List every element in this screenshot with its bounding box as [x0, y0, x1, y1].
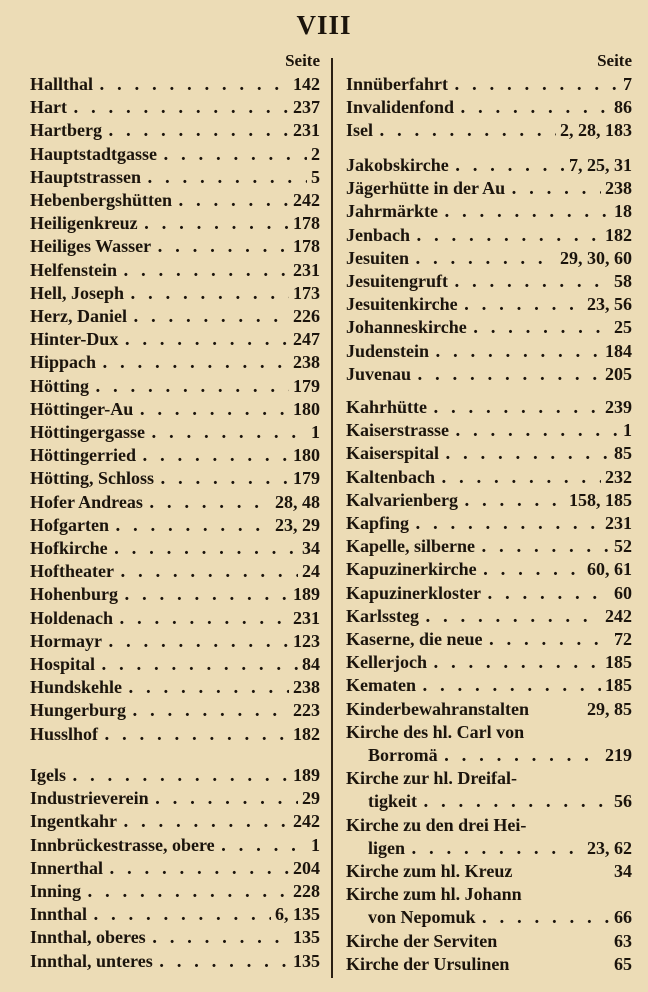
index-entry: [346, 512, 632, 535]
leader-dots: [154, 467, 289, 490]
index-entry: [346, 247, 632, 270]
index-entry: [30, 764, 320, 787]
entry-name: Kaiserspital: [346, 443, 439, 464]
entry-name: Innthal, unteres: [30, 950, 153, 971]
leader-dots: [215, 834, 307, 857]
entry-name: Höttinger-Au: [30, 398, 134, 419]
index-entry: [30, 630, 320, 653]
leader-dots: [454, 96, 610, 119]
entry-name: Höttingergasse: [30, 422, 145, 442]
entry-name: Hauptstrassen: [30, 166, 142, 187]
entry-name: Judenstein: [346, 340, 430, 361]
index-entry: [346, 883, 632, 906]
index-entry: [30, 119, 320, 142]
index-entry: [30, 259, 320, 282]
entry-name: Kirche der Serviten: [346, 930, 498, 951]
leader-dots: [87, 903, 271, 926]
entry-pages: 223: [293, 700, 320, 721]
index-entry: [346, 200, 632, 223]
leader-dots: [122, 676, 289, 699]
entry-name: Hötting, Schloss: [30, 468, 155, 489]
seite-heading-right: Seite: [597, 51, 632, 70]
leader-dots: [409, 512, 601, 535]
entry-name: Kirche zum hl. Kreuz: [346, 861, 513, 881]
leader-dots: [373, 119, 556, 142]
leader-dots: [475, 535, 610, 558]
entry-pages: 63: [614, 930, 632, 951]
entry-name: Borromä: [368, 745, 438, 765]
index-entry: [346, 466, 632, 489]
index-entry: [30, 514, 320, 537]
entry-name: Kirche der Ursulinen: [346, 953, 510, 974]
entry-name: Kalvarienberg: [346, 489, 458, 510]
index-entry: [346, 953, 632, 976]
leader-dots: [146, 926, 289, 949]
entry-name: Industrieverein: [30, 788, 149, 809]
entry-name: Husslhof: [30, 723, 99, 744]
leader-dots: [449, 154, 565, 177]
index-entry: [346, 837, 632, 860]
index-entry: [30, 143, 320, 166]
index-entry: [30, 926, 320, 949]
entry-pages: 84: [302, 654, 320, 674]
entry-name: Jägerhütte in der Au: [346, 178, 506, 199]
leader-dots: [118, 583, 289, 606]
index-entry: [30, 857, 320, 880]
entry-name: Hofer Andreas: [30, 491, 143, 512]
entry-name: Kapuzinerkirche: [346, 559, 477, 580]
index-entry: [30, 583, 320, 606]
entry-pages: 6, 135: [275, 904, 320, 925]
entry-pages: 28, 48: [275, 491, 320, 512]
entry-name: Hundskehle: [30, 677, 123, 698]
entry-name: Innüberfahrt: [346, 74, 449, 94]
index-entry: [346, 814, 632, 837]
entry-name: Hospital: [30, 654, 96, 674]
index-entry: [346, 698, 632, 721]
leader-dots: [416, 674, 601, 697]
entry-name: Kaserne, die neue: [346, 629, 483, 649]
leader-dots: [124, 282, 289, 305]
entry-name: Jesuiten: [346, 247, 409, 268]
entry-name: Kirche des hl. Carl von: [346, 721, 525, 742]
leader-dots: [149, 787, 298, 810]
index-entry: [30, 444, 320, 467]
entry-name: Hohenburg: [30, 584, 119, 605]
entry-pages: 242: [293, 190, 320, 210]
leader-dots: [448, 270, 610, 293]
leader-dots: [458, 489, 565, 512]
leader-dots: [410, 224, 601, 247]
index-entry: [346, 558, 632, 581]
entry-pages: 2, 28, 183: [560, 120, 632, 141]
entry-pages: 219: [605, 745, 632, 765]
entry-name: Kahrhütte: [346, 397, 427, 417]
leader-dots: [98, 723, 289, 746]
entry-name: Innthal: [30, 904, 88, 925]
leader-dots: [141, 166, 307, 189]
index-entry: [346, 767, 632, 790]
entry-pages: 29: [302, 788, 320, 809]
index-entry: [30, 537, 320, 560]
entry-name: Kaltenbach: [346, 466, 436, 487]
entry-pages: 180: [293, 398, 320, 419]
entry-pages: 34: [302, 538, 320, 558]
entry-name: Karlssteg: [346, 605, 419, 626]
index-entry: [346, 177, 632, 200]
entry-name: Kapelle, silberne: [346, 536, 475, 557]
index-entry: [30, 467, 320, 490]
entry-pages: 189: [293, 584, 320, 605]
leader-dots: [81, 880, 289, 903]
entry-pages: 204: [293, 857, 320, 878]
index-entry: [346, 154, 632, 177]
leader-dots: [133, 398, 289, 421]
index-entry: [346, 442, 632, 465]
entry-pages: 239: [605, 397, 632, 417]
entry-name: Invalidenfond: [346, 97, 455, 118]
entry-pages: 247: [293, 329, 320, 350]
index-entry: [346, 316, 632, 339]
leader-dots: [108, 537, 298, 560]
entry-pages: 182: [293, 723, 320, 744]
entry-pages: 23, 29: [275, 514, 320, 535]
index-entry: [30, 96, 320, 119]
entry-pages: 25: [614, 317, 632, 338]
index-entry: [346, 744, 632, 767]
entry-pages: 238: [293, 677, 320, 698]
index-entry: [346, 605, 632, 628]
entry-name: Kapfing: [346, 513, 410, 533]
leader-dots: [89, 375, 289, 398]
entry-pages: 72: [614, 629, 632, 649]
index-entry: [346, 419, 632, 442]
entry-name: Kinderbewahranstalten: [346, 698, 530, 719]
entry-name: ligen: [368, 837, 406, 858]
index-entry: [30, 212, 320, 235]
entry-pages: 86: [614, 97, 632, 118]
entry-name: Innerthal: [30, 857, 104, 878]
index-entry: [30, 787, 320, 810]
index-entry: [346, 224, 632, 247]
leader-dots: [95, 653, 298, 676]
leader-dots: [435, 466, 601, 489]
leader-dots: [127, 305, 289, 328]
entry-pages: 7: [623, 74, 632, 94]
index-entry: [346, 721, 632, 744]
leader-dots: [66, 764, 289, 787]
entry-pages: 60, 61: [587, 559, 632, 580]
entry-name: Hallthal: [30, 74, 94, 94]
entry-pages: 85: [614, 443, 632, 464]
index-entry: [30, 421, 320, 444]
index-entry: [346, 489, 632, 512]
index-entry: [346, 535, 632, 558]
index-entry: [346, 628, 632, 651]
entry-pages: 52: [614, 536, 632, 557]
entry-pages: 178: [293, 236, 320, 257]
index-entry: [30, 607, 320, 630]
index-entry: [30, 834, 320, 857]
entry-pages: 123: [293, 630, 320, 651]
entry-name: Isel: [346, 120, 373, 141]
entry-name: Hofkirche: [30, 538, 108, 558]
entry-pages: 23, 62: [587, 837, 632, 858]
leader-dots: [138, 212, 289, 235]
entry-pages: 66: [614, 907, 632, 928]
entry-name: Hötting: [30, 375, 90, 396]
entry-name: tigkeit: [368, 791, 417, 812]
leader-dots: [103, 857, 289, 880]
leader-dots: [438, 200, 610, 223]
index-entry: [30, 235, 320, 258]
index-entry: [30, 560, 320, 583]
leader-dots: [136, 444, 289, 467]
entry-pages: 231: [293, 259, 320, 280]
column-divider: [331, 58, 333, 978]
index-entry: [30, 810, 320, 833]
entry-pages: 242: [605, 605, 632, 626]
entry-name: Hauptstadtgasse: [30, 143, 158, 164]
leader-dots: [439, 442, 610, 465]
index-entry: [30, 676, 320, 699]
entry-name: Jakobskirche: [346, 155, 449, 175]
index-entry: [346, 930, 632, 953]
entry-pages: 173: [293, 282, 320, 303]
index-entry: [346, 674, 632, 697]
leader-dots: [96, 351, 289, 374]
index-entry: [346, 860, 632, 883]
entry-pages: 23, 56: [587, 294, 632, 315]
entry-pages: 179: [293, 468, 320, 489]
index-entry: [30, 351, 320, 374]
leader-dots: [151, 235, 289, 258]
entry-pages: 34: [614, 861, 632, 881]
index-entry: [30, 653, 320, 676]
leader-dots: [505, 177, 601, 200]
index-entry: [346, 651, 632, 674]
leader-dots: [427, 396, 601, 419]
entry-pages: 178: [293, 213, 320, 234]
index-entry: [346, 119, 632, 142]
entry-name: Herz, Daniel: [30, 306, 127, 326]
entry-pages: 242: [293, 811, 320, 832]
index-entry: [30, 950, 320, 973]
leader-dots: [449, 419, 619, 442]
leader-dots: [109, 514, 271, 537]
index-entry: [30, 166, 320, 189]
index-entry: [30, 903, 320, 926]
index-entry: [346, 790, 632, 813]
entry-pages: 29, 85: [587, 698, 632, 719]
leader-dots: [93, 73, 289, 96]
leader-dots: [483, 628, 611, 651]
leader-dots: [153, 950, 289, 973]
index-entry: [30, 189, 320, 212]
entry-pages: 7, 25, 31: [569, 155, 632, 175]
entry-name: Hart: [30, 97, 67, 118]
entry-name: Innthal, oberes: [30, 927, 146, 948]
entry-name: Heiligenkreuz: [30, 213, 138, 234]
entry-pages: 184: [605, 340, 632, 361]
leader-dots: [427, 651, 601, 674]
index-entry: [30, 73, 320, 96]
leader-dots: [118, 328, 289, 351]
entry-pages: 189: [293, 765, 320, 785]
entry-name: Helfenstein: [30, 259, 117, 280]
leader-dots: [458, 293, 583, 316]
leader-dots: [102, 630, 289, 653]
index-entry: [346, 906, 632, 929]
leader-dots: [405, 837, 583, 860]
leader-dots: [113, 607, 289, 630]
entry-name: Hebenbergshütten: [30, 190, 173, 210]
entry-pages: 1: [311, 422, 320, 442]
leader-dots: [172, 189, 289, 212]
entry-name: Hell, Joseph: [30, 282, 125, 303]
entry-name: von Nepomuk: [368, 907, 476, 928]
entry-pages: 185: [605, 652, 632, 673]
index-entry: [30, 282, 320, 305]
entry-name: Jesuitengruft: [346, 271, 448, 291]
entry-name: Hofgarten: [30, 514, 109, 535]
leader-dots: [102, 119, 289, 142]
entry-pages: 231: [605, 513, 632, 533]
entry-pages: 135: [293, 950, 320, 971]
entry-name: Ingentkahr: [30, 811, 118, 832]
leader-dots: [126, 699, 289, 722]
index-entry: [346, 293, 632, 316]
index-entry: [346, 582, 632, 605]
entry-pages: 158, 185: [569, 489, 632, 510]
entry-pages: 205: [605, 363, 632, 384]
entry-pages: 56: [614, 791, 632, 812]
seite-heading-left: Seite: [285, 51, 320, 70]
page-number: VIII: [296, 10, 352, 40]
entry-name: Kirche zu den drei Hei-: [346, 814, 527, 835]
entry-name: Juvenau: [346, 363, 412, 384]
entry-pages: 5: [311, 166, 320, 187]
index-entry: [346, 73, 632, 96]
index-entry: [30, 305, 320, 328]
entry-name: Kellerjoch: [346, 652, 427, 673]
entry-pages: 60: [614, 582, 632, 603]
entry-pages: 179: [293, 375, 320, 396]
leader-dots: [476, 906, 610, 929]
entry-pages: 238: [293, 352, 320, 373]
leader-dots: [448, 73, 619, 96]
entry-pages: 2: [311, 143, 320, 164]
entry-pages: 58: [614, 271, 632, 291]
entry-pages: 237: [293, 97, 320, 118]
leader-dots: [438, 744, 601, 767]
leader-dots: [143, 491, 271, 514]
leader-dots: [157, 143, 307, 166]
leader-dots: [481, 582, 610, 605]
entry-name: Kirche zur hl. Dreifal-: [346, 768, 517, 789]
entry-pages: 135: [293, 927, 320, 948]
leader-dots: [67, 96, 289, 119]
entry-pages: 231: [293, 607, 320, 628]
entry-name: Höttingerried: [30, 445, 136, 466]
entry-name: Hoftheater: [30, 561, 114, 582]
entry-name: Jesuitenkirche: [346, 294, 458, 315]
index-entry: [30, 398, 320, 421]
index-entry: [30, 723, 320, 746]
leader-dots: [411, 363, 601, 386]
index-entry: [30, 699, 320, 722]
index-entry: [346, 396, 632, 419]
entry-pages: 226: [293, 306, 320, 326]
index-entry: [30, 328, 320, 351]
leader-dots: [114, 560, 298, 583]
entry-pages: 182: [605, 224, 632, 245]
index-entry: [346, 96, 632, 119]
index-entry: [30, 880, 320, 903]
entry-pages: 232: [605, 466, 632, 487]
leader-dots: [477, 558, 583, 581]
leader-dots: [417, 790, 610, 813]
entry-pages: 29, 30, 60: [560, 247, 632, 268]
leader-dots: [419, 605, 601, 628]
entry-name: Kaiserstrasse: [346, 420, 449, 441]
entry-name: Hungerburg: [30, 700, 127, 721]
entry-name: Jahrmärkte: [346, 201, 438, 222]
entry-pages: 142: [293, 74, 320, 94]
entry-name: Heiliges Wasser: [30, 236, 152, 257]
entry-pages: 24: [302, 561, 320, 582]
entry-pages: 185: [605, 675, 632, 696]
entry-pages: 228: [293, 881, 320, 901]
leader-dots: [429, 340, 601, 363]
index-entry: [346, 270, 632, 293]
index-entry: [30, 491, 320, 514]
entry-pages: 238: [605, 178, 632, 199]
entry-pages: 18: [614, 201, 632, 222]
entry-name: Hippach: [30, 352, 97, 373]
entry-pages: 1: [311, 834, 320, 855]
entry-name: Inning: [30, 881, 82, 901]
index-entry: [30, 375, 320, 398]
entry-name: Kirche zum hl. Johann: [346, 884, 522, 905]
entry-name: Holdenach: [30, 607, 114, 628]
index-entry: [346, 363, 632, 386]
entry-pages: 231: [293, 120, 320, 141]
leader-dots: [467, 316, 610, 339]
entry-name: Hinter-Dux: [30, 329, 119, 350]
entry-name: Igels: [30, 765, 66, 785]
entry-name: Kematen: [346, 675, 416, 696]
leader-dots: [145, 421, 307, 444]
entry-name: Johanneskirche: [346, 317, 467, 338]
leader-dots: [409, 247, 556, 270]
entry-pages: 65: [614, 953, 632, 974]
entry-name: Hormayr: [30, 630, 102, 651]
entry-name: Kapuzinerkloster: [346, 582, 481, 603]
leader-dots: [117, 259, 289, 282]
index-entry: [346, 340, 632, 363]
leader-dots: [117, 810, 289, 833]
entry-name: Hartberg: [30, 120, 102, 141]
entry-name: Innbrückestrasse, obere: [30, 834, 215, 855]
entry-pages: 180: [293, 445, 320, 466]
entry-name: Jenbach: [346, 224, 411, 245]
entry-pages: 1: [623, 420, 632, 441]
